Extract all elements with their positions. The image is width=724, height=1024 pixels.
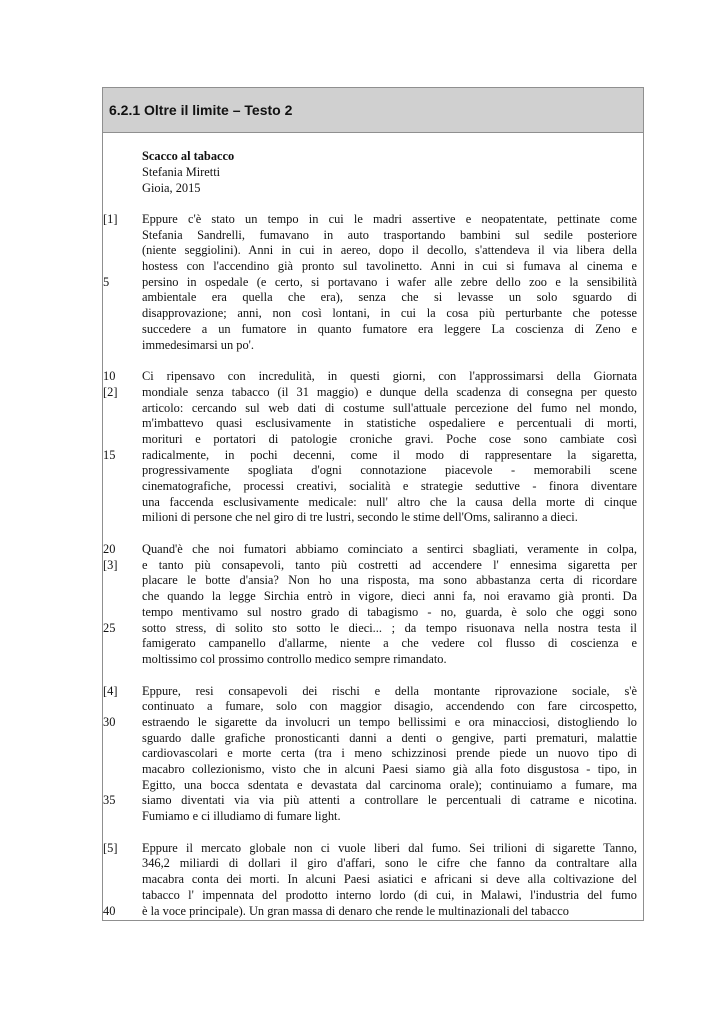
line-text: disapprovazione; anni, non così lontani, in cui la cosa più perturbante che potesse [142,306,637,321]
line-text: ambientale era quella che era), senza che si levasse un solo sguardo di [142,290,637,305]
line-text: è la voce principale). Un gran massa di denaro che rende le multinazionali del tabacco [142,903,569,918]
text-line [103,684,643,700]
text-line [103,479,643,495]
section-header [103,88,643,133]
line-text: Stefania Sandrelli, fumavano in auto trasportando bambini sul sedile posteriore [142,227,637,242]
text-line [103,510,643,526]
line-text: succedere a un fumatore in quanto fumatore era leggere La coscienza di Zeno e [142,321,637,336]
text-line [103,275,643,291]
line-number: 15 [103,447,116,462]
line-text: (niente seggiolini). Anni in cui in aereo, dopo il decollo, s'attendeva il via libera della [142,243,637,258]
text-line [103,573,643,589]
text-line [103,432,643,448]
text-line [103,841,643,857]
line-text: siamo diventati via via più attenti a controllare le percentuali di catrame e nicotina. [142,793,637,808]
line-text: Eppure il mercato globale non ci vuole liberi dal fumo. Sei trilioni di sigarette Tanno, [142,840,637,855]
paragraphs [103,212,643,919]
line-text: continuato a fumare, solo con maggior disagio, accendendo con fare circospetto, [142,699,637,714]
text-line [103,762,643,778]
text-line [103,290,643,306]
line-number: [4] [103,683,118,698]
line-text: placare le botte d'ansia? Non ho una risposta, ma sono abbastanza certa di ricordare [142,573,637,588]
text-box [102,87,644,921]
text-line [103,856,643,872]
line-number: 30 [103,714,116,729]
line-number: 25 [103,620,116,635]
line-number: [5] [103,840,118,855]
text-line [103,715,643,731]
text-line [103,228,643,244]
line-number: [1] [103,212,118,226]
line-text: una faccenda esclusivamente medicale: null' altro che la causa della morte di cinque [142,494,637,509]
line-text: Egitto, una bocca sdentata e devastata dal carcinoma orale); continuiamo a fumare, ma [142,777,637,792]
line-text: estraendo le sigarette da involucri un tempo bellissimi e ora minacciosi, distogliendo lo [142,714,637,729]
line-number: [2] [103,384,118,399]
paragraph [103,212,643,353]
text-line [103,652,643,668]
text-line [103,416,643,432]
article-author: Stefania Miretti [142,165,221,179]
line-text: cinematografiche, processi creativi, socialità e strategie seduttive - finora diventare [142,479,637,493]
text-line [103,463,643,479]
line-number: 10 [103,369,116,384]
text-line [103,778,643,794]
text-line [103,605,643,621]
section-title: 6.2.1 Oltre il limite – Testo 2 [109,102,293,118]
text-line [103,904,643,920]
text-line [103,401,643,417]
line-text: persino in ospedale (e certo, si portavano i wafer alle zebre dello zoo e la sensibilità [142,274,637,289]
text-line [103,495,643,511]
line-number: 35 [103,793,116,808]
line-text: immedesimarsi un po'. [142,337,255,352]
line-text: moltissimo col prossimo controllo medico sempre rimandato. [142,651,447,666]
text-line [103,888,643,904]
text-line [103,338,643,354]
text-line [103,243,643,259]
line-text: mondiale senza tabacco (il 31 maggio) e dunque della scadenza di consegna per questo [142,384,637,399]
line-text: tabacco l' impennata del prodotto interno lordo (di cui, in Malawi, l'industria del fumo [142,887,637,902]
line-text: macabro collezionismo, visto che in alcuni Paesi siamo già alla foto disgustosa - tipo, in [142,762,637,776]
text-line [103,636,643,652]
paragraph [103,369,643,526]
text-line [103,542,643,558]
line-text: cardiovascolari e morte certa (tra i meno schizzinosi prende piede un nuovo tipo di [142,746,637,761]
text-line [103,306,643,322]
line-text: Eppure c'è stato un tempo in cui le madri assertive e neopatentate, pettinate come [142,212,637,226]
text-line [103,212,643,228]
paragraph [103,841,643,919]
text-body [103,133,643,919]
text-line [103,448,643,464]
text-line [103,809,643,825]
article-publication: Gioia, 2015 [142,181,201,195]
line-number: 5 [103,274,110,289]
line-text: macabra conta dei morti. In alcuni Paesi asiatici e africani si deve alla coltivazione del [142,872,637,887]
line-number: [3] [103,557,118,572]
line-text: progressivamente spogliata d'ogni connotazione piacevole - memorabili scene [142,463,637,478]
line-text: Fumiamo e ci illudiamo di fumare light. [142,809,341,824]
line-text: Ci ripensavo con incredulità, in questi giorni, con l'approssimarsi della Giornata [142,369,637,384]
line-text: Eppure, resi consapevoli dei rischi e della montante riprovazione sociale, s'è [142,683,637,698]
line-text: tempo mentivamo sul nostro grado di tabagismo - no, guarda, è solo che oggi sono [142,604,637,619]
line-text: hostess con l'accendino già pronto sul tavolinetto. Anni in cui si fumava al cinema e [142,259,637,274]
text-line [103,699,643,715]
line-text: sotto stress, di solito sto sotto le dieci... ; da tempo risuonava nella nostra testa il [142,620,637,635]
line-text: m'imbattevo quasi esclusivamente in statistiche ospedaliere e percentuali di morti, [142,416,637,431]
paragraph [103,542,643,668]
paragraph [103,684,643,825]
text-line [103,259,643,275]
text-line [103,872,643,888]
source-block [142,148,643,196]
text-line [103,558,643,574]
line-text: morituri e portatori di patologie croniche gravi. Poche cose sono cambiate così [142,431,637,446]
line-text: che quando la legge Sirchia entrò in vigore, dieci anni fa, noi eravamo già pronti. Da [142,589,637,604]
text-line [103,322,643,338]
text-line [103,621,643,637]
text-line [103,793,643,809]
line-number: 40 [103,903,116,918]
line-text: Quand'è che noi fumatori abbiamo cominciato a sentirci sbagliati, veramente in colpa, [142,542,637,557]
line-text: e tanto più consapevoli, tanto più costretti ad accendere l' ennesima sigaretta per [142,557,637,572]
article-title: Scacco al tabacco [142,149,235,163]
text-line [103,589,643,605]
line-text: famigerato campanello d'allarme, niente a che vedere col flusso di coscienza e [142,636,637,651]
line-text: 346,2 miliardi di dollari il giro d'affari, sono le cifre che fanno da contraltare alla [142,856,637,871]
text-line [103,385,643,401]
line-number: 20 [103,542,116,557]
text-line [103,369,643,385]
line-text: radicalmente, in pochi decenni, come il modo di rappresentare la sigaretta, [142,447,637,462]
text-line [103,731,643,747]
line-text: sguardo dalle grafiche pronosticanti danni a denti o gengive, parti prematuri, malattie [142,730,637,745]
line-text: articolo: cercando sul web dati di costume sull'attuale percezione del fumo nel mondo, [142,400,637,415]
line-text: milioni di persone che nel giro di tre lustri, secondo le stime dell'Oms, saliranno a dieci. [142,510,578,525]
text-line [103,746,643,762]
